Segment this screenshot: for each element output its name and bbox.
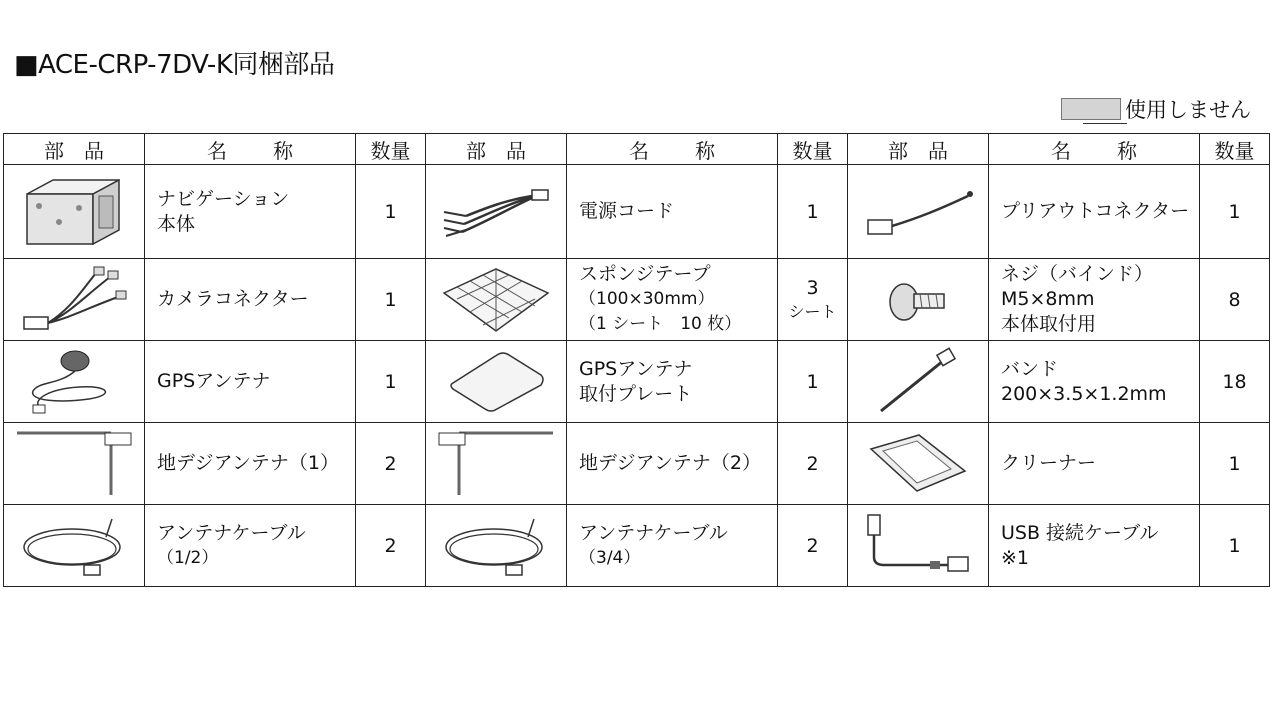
part-name-line: （1 シート 10 枚） <box>579 314 742 334</box>
preout-connector-icon <box>848 165 989 259</box>
header-name: 名称 <box>989 134 1200 165</box>
part-quantity: 18 <box>1200 341 1270 423</box>
part-name <box>567 505 778 587</box>
part-name <box>145 505 356 587</box>
usb-cable-icon <box>848 505 989 587</box>
part-quantity: 1 <box>1200 423 1270 505</box>
gps-plate-icon <box>426 341 567 423</box>
table-row <box>4 259 1270 341</box>
part-name <box>989 505 1200 587</box>
part-name-line: カメラコネクター <box>157 288 309 310</box>
sponge-tape-icon <box>426 259 567 341</box>
digital-antenna-1-icon <box>4 423 145 505</box>
legend-text: 使用しません <box>1125 98 1251 122</box>
part-name-line: USB 接続ケーブル <box>1001 521 1159 544</box>
header-part: 部品 <box>426 134 567 165</box>
part-quantity: 1 <box>1200 505 1270 587</box>
part-name-line: 200×3.5×1.2mm <box>1001 382 1167 405</box>
part-quantity: 1 <box>356 259 426 341</box>
part-name-line: ナビゲーション <box>157 187 290 210</box>
part-name-line: （3/4） <box>579 547 641 568</box>
part-quantity: 2 <box>356 423 426 505</box>
part-name-line: 地デジアンテナ（1） <box>157 452 339 474</box>
part-name-line: ※1 <box>1001 546 1030 569</box>
part-name <box>989 165 1200 259</box>
part-quantity: 1 <box>778 341 848 423</box>
part-name-line: バンド <box>1001 357 1059 380</box>
part-name-line: アンテナケーブル <box>157 521 306 544</box>
part-quantity: 2 <box>778 505 848 587</box>
part-name-line: アンテナケーブル <box>579 521 728 544</box>
part-name-line: GPSアンテナ <box>579 357 693 380</box>
band-icon <box>848 341 989 423</box>
part-quantity: 2 <box>356 505 426 587</box>
header-qty: 数量 <box>356 134 426 165</box>
table-row <box>4 341 1270 423</box>
parts-table <box>3 133 1270 587</box>
part-name-line: クリーナー <box>1001 452 1097 474</box>
part-name-line: GPSアンテナ <box>157 370 271 392</box>
page-title: ■ACE-CRP-7DV-K同梱部品 <box>14 50 335 80</box>
camera-connector-icon <box>4 259 145 341</box>
part-name-line: 本体取付用 <box>1001 313 1097 335</box>
header-part: 部品 <box>4 134 145 165</box>
part-name-line: 地デジアンテナ（2） <box>579 452 761 474</box>
table-row <box>4 423 1270 505</box>
part-name-line: 取付プレート <box>579 382 693 405</box>
table-row <box>4 505 1270 587</box>
part-name <box>145 259 356 341</box>
header-row <box>4 134 1270 165</box>
legend <box>1061 96 1251 122</box>
part-name <box>989 423 1200 505</box>
power-cord-icon <box>426 165 567 259</box>
part-name <box>145 341 356 423</box>
header-name: 名称 <box>145 134 356 165</box>
antenna-cable-icon <box>4 505 145 587</box>
quantity-unit: シート <box>788 301 837 321</box>
digital-antenna-2-icon <box>426 423 567 505</box>
part-name-line: スポンジテープ <box>579 263 711 285</box>
part-name <box>567 259 778 341</box>
part-name <box>567 165 778 259</box>
part-name <box>145 165 356 259</box>
part-quantity: 3 シート <box>778 259 848 341</box>
header-qty: 数量 <box>1200 134 1270 165</box>
cleaner-icon <box>848 423 989 505</box>
part-quantity: 1 <box>356 341 426 423</box>
antenna-cable-icon <box>426 505 567 587</box>
part-quantity: 1 <box>778 165 848 259</box>
legend-swatch <box>1061 98 1121 120</box>
header-qty: 数量 <box>778 134 848 165</box>
part-name-line: プリアウトコネクター <box>1001 200 1190 222</box>
navigation-unit-icon <box>4 165 145 259</box>
part-name <box>989 259 1200 341</box>
part-name-line: 本体 <box>157 212 196 235</box>
part-name <box>567 423 778 505</box>
screw-icon <box>848 259 989 341</box>
table-row <box>4 165 1270 259</box>
part-name-line: M5×8mm <box>1001 288 1095 310</box>
part-name-line: 電源コード <box>579 200 675 222</box>
part-quantity: 8 <box>1200 259 1270 341</box>
part-name <box>145 423 356 505</box>
part-quantity: 1 <box>356 165 426 259</box>
part-quantity: 1 <box>1200 165 1270 259</box>
part-name-line: ネジ（バインド） <box>1001 263 1154 285</box>
gps-antenna-icon <box>4 341 145 423</box>
header-name: 名称 <box>567 134 778 165</box>
part-name-line: （100×30mm） <box>579 289 715 309</box>
part-quantity: 2 <box>778 423 848 505</box>
header-part: 部品 <box>848 134 989 165</box>
part-name-line: （1/2） <box>157 547 219 568</box>
part-name <box>989 341 1200 423</box>
part-name <box>567 341 778 423</box>
